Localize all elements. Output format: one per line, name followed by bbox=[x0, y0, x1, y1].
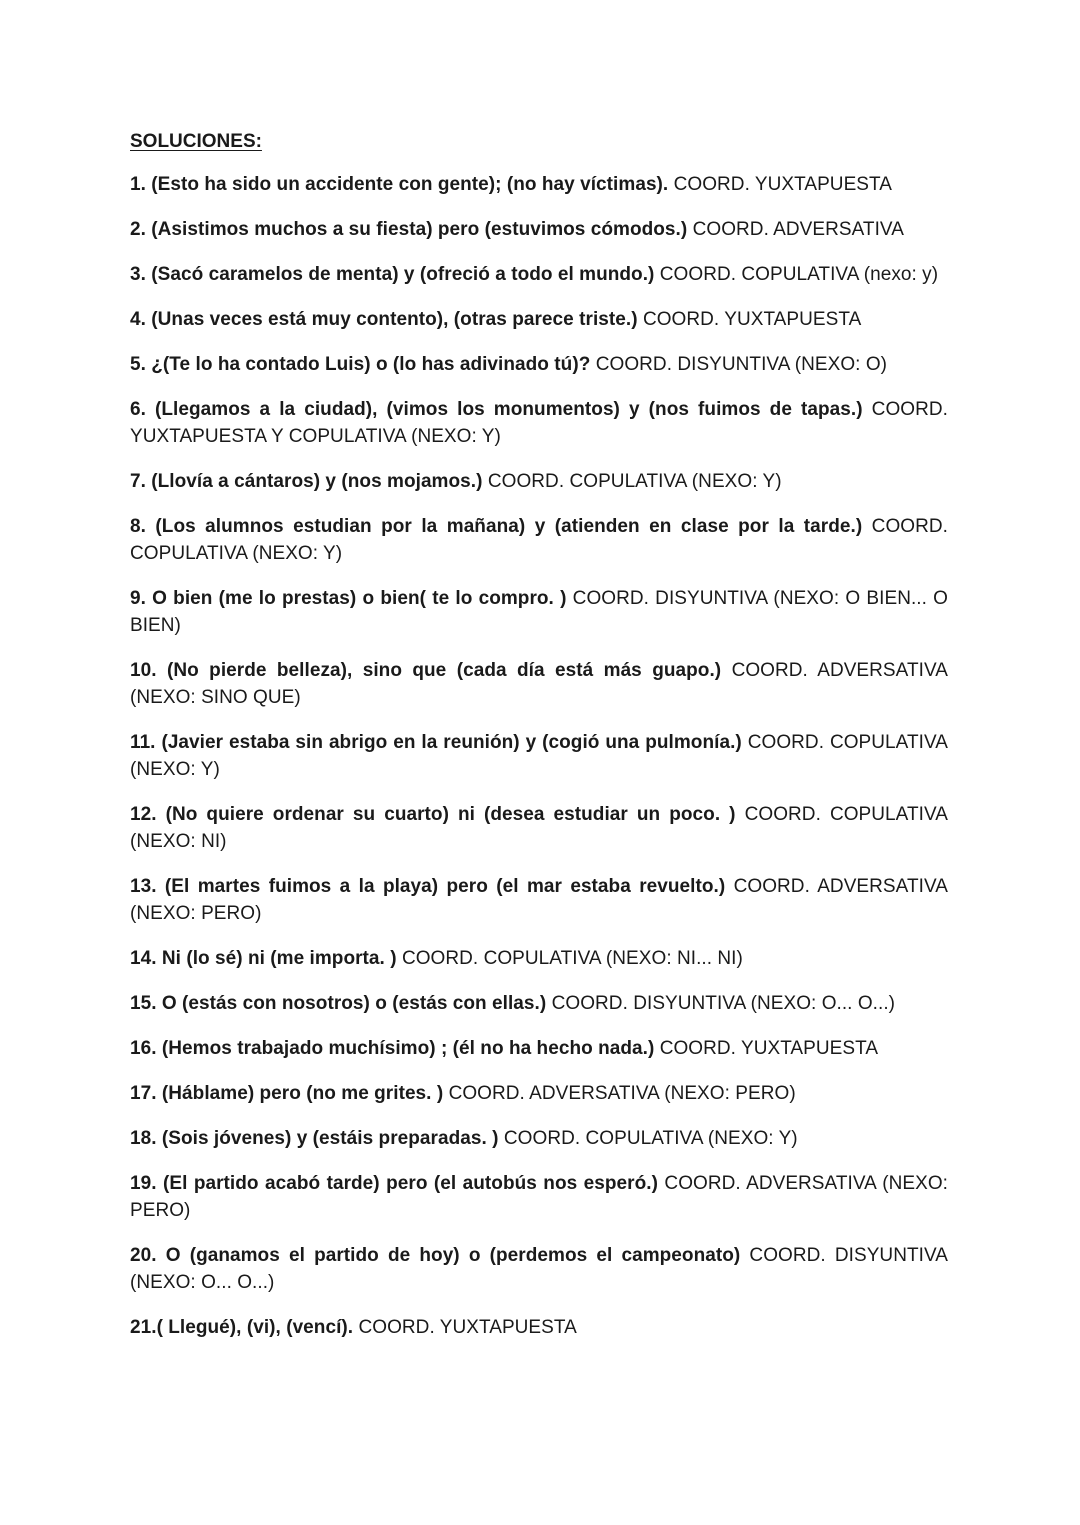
solution-sentence: 11. (Javier estaba sin abrigo en la reunión) y (cogió una pulmonía.) bbox=[130, 732, 742, 753]
solution-classification: COORD. ADVERSATIVA (NEXO: SINO QUE) bbox=[130, 660, 948, 708]
solution-classification: COORD. DISYUNTIVA (NEXO: O) bbox=[595, 354, 888, 375]
solution-sentence: 7. (Llovía a cántaros) y (nos mojamos.) bbox=[130, 471, 483, 492]
solution-sentence: 6. (Llegamos a la ciudad), (vimos los monumentos) y (nos fuimos de tapas.) bbox=[130, 399, 863, 420]
solution-sentence: 3. (Sacó caramelos de menta) y (ofreció a todo el mundo.) bbox=[130, 264, 655, 285]
solution-sentence: 18. (Sois jóvenes) y (estáis preparadas. ) bbox=[130, 1128, 499, 1149]
solution-classification: COORD. COPULATIVA (nexo: y) bbox=[659, 264, 939, 285]
solution-classification: COORD. DISYUNTIVA (NEXO: O... O...) bbox=[130, 1245, 948, 1293]
solution-classification: COORD. ADVERSATIVA (NEXO: PERO) bbox=[130, 1173, 948, 1221]
solution-sentence: 20. O (ganamos el partido de hoy) o (perdemos el campeonato) bbox=[130, 1245, 741, 1266]
solution-sentence: 14. Ni (lo sé) ni (me importa. ) bbox=[130, 948, 397, 969]
solution-item bbox=[130, 1125, 948, 1152]
solution-item bbox=[130, 1035, 948, 1062]
solution-sentence: 2. (Asistimos muchos a su fiesta) pero (estuvimos cómodos.) bbox=[130, 219, 688, 240]
solution-item bbox=[130, 945, 948, 972]
page-heading: SOLUCIONES: bbox=[130, 131, 262, 152]
solution-sentence: 13. (El martes fuimos a la playa) pero (el mar estaba revuelto.) bbox=[130, 876, 726, 897]
solution-classification: COORD. COPULATIVA (NEXO: NI) bbox=[130, 804, 948, 852]
solution-item bbox=[130, 396, 948, 450]
solution-classification: COORD. YUXTAPUESTA bbox=[358, 1317, 577, 1338]
solution-classification: COORD. COPULATIVA (NEXO: Y) bbox=[130, 732, 948, 780]
solution-classification: COORD. DISYUNTIVA (NEXO: O BIEN... O BIEN) bbox=[130, 588, 948, 636]
solution-sentence: 21.( Llegué), (vi), (vencí). bbox=[130, 1317, 354, 1338]
solution-sentence: 8. (Los alumnos estudian por la mañana) y (atienden en clase por la tarde.) bbox=[130, 516, 863, 537]
solution-item bbox=[130, 990, 948, 1017]
solution-sentence: 9. O bien (me lo prestas) o bien( te lo compro. ) bbox=[130, 588, 567, 609]
solution-item bbox=[130, 306, 948, 333]
solution-item bbox=[130, 801, 948, 855]
solution-item bbox=[130, 1080, 948, 1107]
solution-classification: COORD. YUXTAPUESTA bbox=[673, 174, 892, 195]
solution-classification: COORD. COPULATIVA (NEXO: Y) bbox=[503, 1128, 798, 1149]
solution-item bbox=[130, 468, 948, 495]
solution-classification: COORD. COPULATIVA (NEXO: Y) bbox=[130, 516, 948, 564]
solution-item bbox=[130, 657, 948, 711]
solution-classification: COORD. YUXTAPUESTA bbox=[659, 1038, 879, 1059]
solution-item bbox=[130, 351, 948, 378]
solution-classification: COORD. YUXTAPUESTA Y COPULATIVA (NEXO: Y) bbox=[130, 399, 948, 447]
solution-item bbox=[130, 171, 948, 198]
solution-classification: COORD. DISYUNTIVA (NEXO: O... O...) bbox=[551, 993, 896, 1014]
solution-item bbox=[130, 873, 948, 927]
solution-sentence: 12. (No quiere ordenar su cuarto) ni (desea estudiar un poco. ) bbox=[130, 804, 736, 825]
solution-classification: COORD. YUXTAPUESTA bbox=[642, 309, 862, 330]
solution-item bbox=[130, 1170, 948, 1224]
solution-classification: COORD. COPULATIVA (NEXO: NI... NI) bbox=[401, 948, 743, 969]
solution-sentence: 1. (Esto ha sido un accidente con gente); (no hay víctimas). bbox=[130, 174, 669, 195]
solution-sentence: 4. (Unas veces está muy contento), (otras parece triste.) bbox=[130, 309, 638, 330]
solution-item bbox=[130, 1314, 948, 1341]
solution-sentence: 16. (Hemos trabajado muchísimo) ; (él no ha hecho nada.) bbox=[130, 1038, 655, 1059]
document-page bbox=[130, 128, 948, 1359]
solution-classification: COORD. ADVERSATIVA (NEXO: PERO) bbox=[130, 876, 948, 924]
solutions-list bbox=[130, 171, 948, 1341]
solution-item bbox=[130, 729, 948, 783]
solution-sentence: 10. (No pierde belleza), sino que (cada día está más guapo.) bbox=[130, 660, 722, 681]
solution-item bbox=[130, 585, 948, 639]
solution-item bbox=[130, 261, 948, 288]
solution-item bbox=[130, 513, 948, 567]
solution-classification: COORD. ADVERSATIVA bbox=[692, 219, 904, 240]
solution-classification: COORD. COPULATIVA (NEXO: Y) bbox=[487, 471, 782, 492]
solution-sentence: 5. ¿(Te lo ha contado Luis) o (lo has adivinado tú)? bbox=[130, 354, 591, 375]
solution-classification: COORD. ADVERSATIVA (NEXO: PERO) bbox=[448, 1083, 796, 1104]
solution-item bbox=[130, 1242, 948, 1296]
solution-sentence: 15. O (estás con nosotros) o (estás con ellas.) bbox=[130, 993, 547, 1014]
solution-sentence: 17. (Háblame) pero (no me grites. ) bbox=[130, 1083, 444, 1104]
solution-item bbox=[130, 216, 948, 243]
solution-sentence: 19. (El partido acabó tarde) pero (el autobús nos esperó.) bbox=[130, 1173, 658, 1194]
